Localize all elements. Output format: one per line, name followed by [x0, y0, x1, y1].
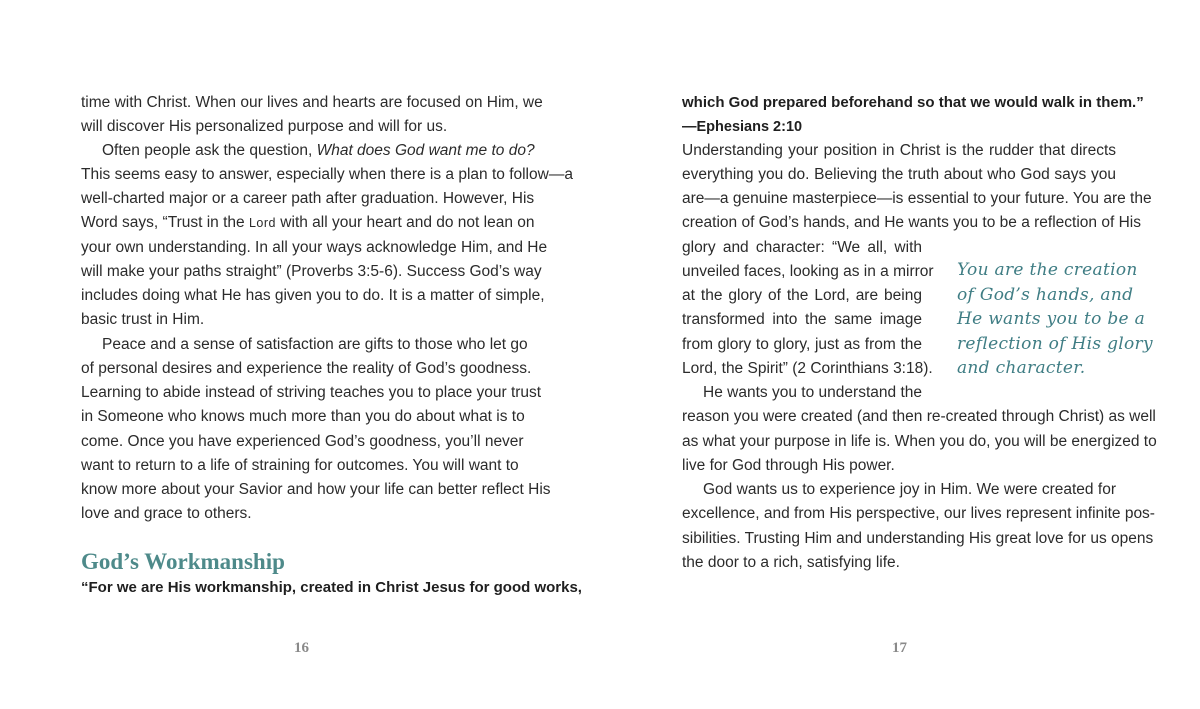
- body-line: everything you do. Believing the truth about who God says you: [682, 166, 1116, 183]
- body-line: [102, 139, 535, 163]
- body-line: includes doing what He has given you to do. It is a matter of simple,: [81, 287, 545, 304]
- body-line: of personal desires and experience the reality of God’s goodness.: [81, 360, 532, 377]
- scripture-quote: “For we are His workmanship, created in Christ Jesus for good works,: [81, 579, 582, 596]
- body-line: are—a genuine masterpiece—is essential to your future. You are the: [682, 190, 1152, 207]
- body-line: well-charted major or a career path after graduation. However, His: [81, 190, 535, 207]
- body-line: love and grace to others.: [81, 505, 252, 522]
- body-line: will make your paths straight” (Proverbs 3:5-6). Success God’s way: [81, 263, 542, 280]
- italic-question: What does God want me to do?: [316, 142, 535, 159]
- body-line: from glory to glory, just as from the: [682, 336, 922, 353]
- body-line: will discover His personalized purpose and will for us.: [81, 118, 448, 135]
- body-line: unveiled faces, looking as in a mirror: [682, 263, 934, 280]
- body-line: sibilities. Trusting Him and understanding His great love for us opens: [682, 530, 1154, 547]
- body-line: come. Once you have experienced God’s goodness, you’ll never: [81, 433, 524, 450]
- body-line: reason you were created (and then re-created through Christ) as well: [682, 408, 1156, 425]
- pull-quote-line: and character.: [957, 358, 1086, 378]
- body-line: at the glory of the Lord, are being: [682, 287, 922, 304]
- pull-quote-line: He wants you to be a: [957, 309, 1146, 329]
- scripture-reference: —Ephesians 2:10: [682, 119, 803, 135]
- body-line: your own understanding. In all your ways acknowledge Him, and He: [81, 239, 548, 256]
- body-line: This seems easy to answer, especially when there is a plan to follow—a: [81, 166, 573, 183]
- body-line: in Someone who knows much more than you do about what is to: [81, 408, 525, 425]
- body-text: Word says, “Trust in the: [81, 214, 249, 231]
- body-line: as what your purpose in life is. When you do, you will be energized to: [682, 433, 1157, 450]
- body-line: [81, 211, 535, 235]
- scripture-quote-continued: which God prepared beforehand so that we would walk in them.”: [682, 94, 1144, 111]
- body-line: excellence, and from His perspective, our lives represent infinite pos-: [682, 505, 1155, 522]
- body-line: live for God through His power.: [682, 457, 895, 474]
- body-text: with all your heart and do not lean on: [276, 214, 535, 231]
- body-line: transformed into the same image: [682, 311, 922, 328]
- body-line: Lord, the Spirit” (2 Corinthians 3:18).: [682, 360, 933, 377]
- pull-quote: [957, 258, 1157, 381]
- section-heading: God’s Workmanship: [81, 549, 285, 574]
- body-line: Peace and a sense of satisfaction are gifts to those who let go: [102, 336, 528, 353]
- pull-quote-line: reflection of His glory: [957, 333, 1153, 354]
- body-line: the door to a rich, satisfying life.: [682, 554, 900, 571]
- page-number: 17: [892, 640, 907, 656]
- body-line: Understanding your position in Christ is the rudder that directs: [682, 142, 1116, 159]
- body-line: know more about your Savior and how your life can better reflect His: [81, 481, 551, 498]
- pull-quote-line: of God’s hands, and: [957, 284, 1134, 305]
- body-line: want to return to a life of straining for outcomes. You will want to: [81, 457, 519, 474]
- body-line: God wants us to experience joy in Him. We were created for: [703, 481, 1116, 498]
- body-line: creation of God’s hands, and He wants you to be a reflection of His: [682, 214, 1141, 231]
- body-line: He wants you to understand the: [703, 384, 922, 401]
- body-line: glory and character: “We all, with: [682, 239, 922, 256]
- body-line: Learning to abide instead of striving teaches you to place your trust: [81, 384, 542, 401]
- page-number: 16: [294, 640, 309, 656]
- small-caps-lord: Lord: [248, 216, 276, 230]
- right-page: [600, 0, 1200, 709]
- body-line: basic trust in Him.: [81, 311, 205, 328]
- body-line: time with Christ. When our lives and hearts are focused on Him, we: [81, 94, 543, 111]
- body-text: Often people ask the question,: [102, 142, 317, 159]
- pull-quote-line: You are the creation: [957, 260, 1138, 280]
